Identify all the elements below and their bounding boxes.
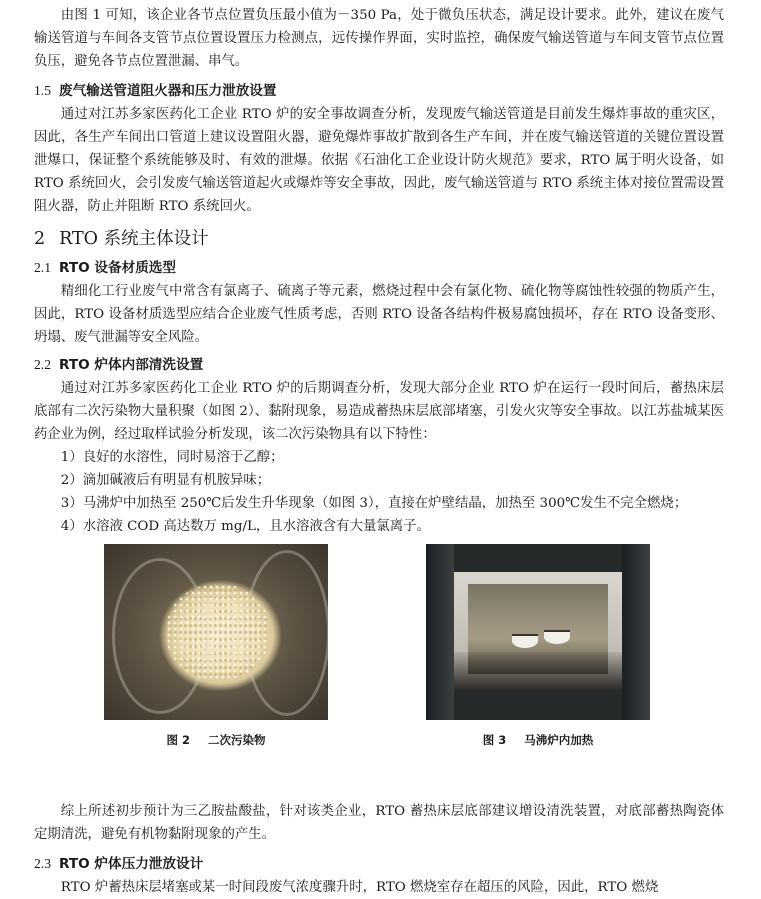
section-2-2-paragraph: 通过对江苏多家医药化工企业 RTO 炉的后期调查分析，发现大部分企业 RTO 炉在运行一段时间后，蓄热床层底部有二次污染物大量积聚（如图 2）、黏附现象，易造成蓄热床层底部堵塞，引发火灾等安全事故。以江苏盐城某医药企业为例，经过取样试验分析发现，该二次污染物具有以下特性：	[34, 381, 724, 442]
section-number: 2.1	[34, 260, 51, 275]
section-1-5-heading	[34, 79, 724, 103]
section-2-1-heading	[34, 256, 724, 280]
section-number: 2.2	[34, 357, 51, 372]
property-list	[34, 446, 724, 538]
section-title: RTO 炉体压力泄放设计	[59, 856, 204, 872]
intro-paragraph: 由图 1 可知，该企业各节点位置负压最小值为－350 Pa，处于微负压状态，满足设计要求。此外，建议在废气输送管道与车间各支管节点位置设置压力检测点，远传操作界面，实时监控，确保废气输送管道与车间支管节点位置负压，避免各节点位置泄漏、串气。	[34, 8, 724, 69]
section-number: 1.5	[34, 83, 51, 98]
figure-row	[34, 544, 724, 776]
section-title: 废气输送管道阻火器和压力泄放设置	[59, 83, 277, 99]
figure-label: 图 3	[482, 733, 507, 747]
figure-caption	[104, 732, 328, 748]
section-2-2-heading	[34, 353, 724, 377]
section-1-5-paragraph: 通过对江苏多家医药化工企业 RTO 炉的安全事故调查分析，发现废气输送管道是目前发生爆炸事故的重灾区，因此，各生产车间出口管道上建议设置阻火器，避免爆炸事故扩散到各生产车间，并在废气输送管道的关键位置设置泄爆口，保证整个系统能够及时、有效的泄爆。依据《石油化工企业设计防火规范》要求，RTO 属于明火设备，如 RTO 系统回火，会引发废气输送管道起火或爆炸等安全事故，因此，废气输送管道与 RTO 系统主体对接位置需设置阻火器，防止并阻断 RTO 系统回火。	[34, 107, 724, 214]
section-2-1-paragraph: 精细化工行业废气中常含有氯离子、硫离子等元素，燃烧过程中会有氯化物、硫化物等腐蚀性较强的物质产生，因此，RTO 设备材质选型应结合企业废气性质考虑，否则 RTO 设备各结构件极易腐蚀损坏，存在 RTO 设备变形、坍塌、废气泄漏等安全风险。	[34, 284, 724, 345]
muffle-furnace-photo	[426, 544, 650, 720]
secondary-pollutant-photo	[104, 544, 328, 720]
figure-caption-text: 二次污染物	[208, 733, 266, 747]
list-item: 1）良好的水溶性，同时易溶于乙醇；	[60, 450, 284, 465]
section-2-2-conclusion: 综上所述初步预计为三乙胺盐酸盐，针对该类企业，RTO 蓄热床层底部建议增设清洗装置，对底部蓄热陶瓷体定期清洗，避免有机物黏附现象的产生。	[34, 804, 724, 842]
list-item: 2）滴加碱液后有明显有机胺异味；	[60, 473, 271, 488]
figure-caption	[426, 732, 650, 748]
section-number: 2	[34, 229, 46, 249]
figure-label: 图 2	[166, 733, 190, 747]
section-2-heading	[34, 224, 724, 254]
figure-3	[426, 544, 650, 748]
list-item: 4）水溶液 COD 高达数万 mg/L，且水溶液含有大量氯离子。	[60, 519, 430, 534]
figure-caption-text: 马沸炉内加热	[524, 733, 594, 747]
list-item: 3）马沸炉中加热至 250℃后发生升华现象（如图 3），直接在炉壁结晶，加热至 300℃发生不完全燃烧；	[60, 496, 688, 511]
section-title: RTO 炉体内部清洗设置	[59, 357, 204, 373]
section-2-3-paragraph: RTO 炉蓄热床层堵塞或某一时间段废气浓度骤升时，RTO 燃烧室存在超压的风险，因此，RTO 燃烧	[60, 880, 659, 895]
section-title: RTO 系统主体设计	[59, 229, 209, 249]
section-2-3-heading	[34, 852, 724, 876]
section-number: 2.3	[34, 856, 51, 871]
section-title: RTO 设备材质选型	[59, 260, 176, 276]
figure-2	[104, 544, 328, 748]
paper-page	[34, 0, 724, 899]
